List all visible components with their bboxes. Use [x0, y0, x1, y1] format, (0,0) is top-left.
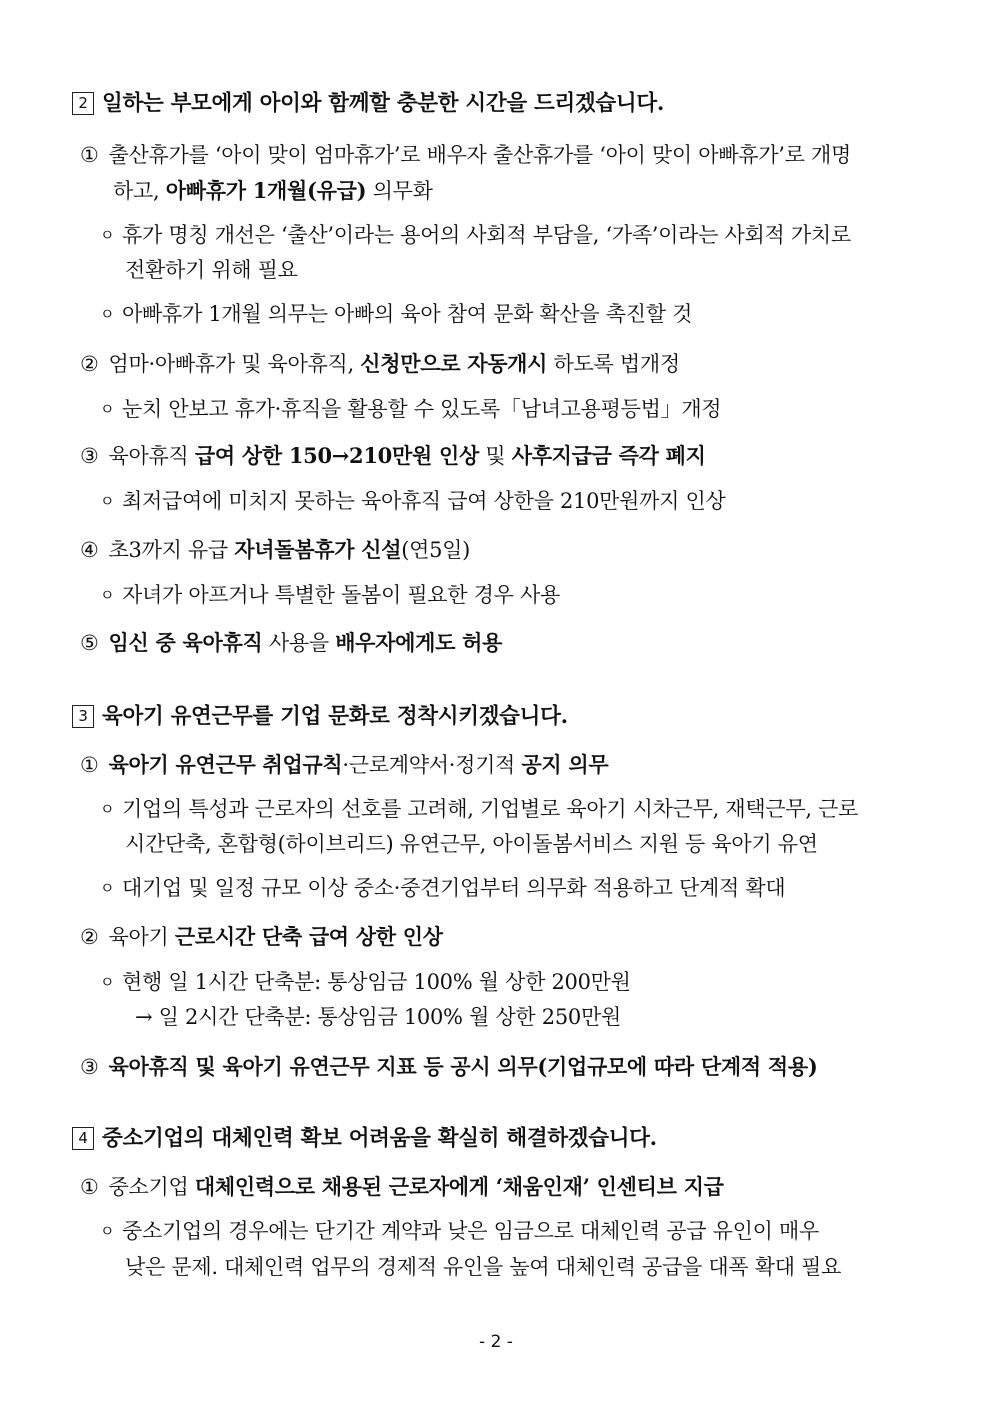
sub-2-2-1: ㅇ 눈치 안보고 휴가·휴직을 활용할 수 있도록「남녀고용평등법」개정: [100, 394, 721, 424]
item-2-4: ④ 초3까지 유급 자녀돌봄휴가 신설(연5일): [80, 537, 471, 562]
bullet-icon: ㅇ: [100, 879, 115, 897]
sub-3-2-1: ㅇ 현행 일 1시간 단축분: 통상임금 100% 월 상한 200만원: [100, 967, 631, 997]
bullet-icon: ㅇ: [100, 226, 115, 244]
bullet-icon: ㅇ: [100, 1222, 115, 1240]
item-2-5: ⑤ 임신 중 육아휴직 사용을 배우자에게도 허용: [80, 630, 503, 655]
section-number-box: 2: [72, 92, 94, 115]
bullet-icon: ㅇ: [100, 973, 115, 991]
bullet-icon: ㅇ: [100, 586, 115, 604]
sub-2-3-1: ㅇ 최저급여에 미치지 못하는 육아휴직 급여 상한을 210만원까지 인상: [100, 486, 725, 516]
item-2-1-cont: 하고, 아빠휴가 1개월(유급) 의무화: [113, 178, 433, 203]
page-number: - 2 -: [479, 1332, 513, 1352]
sub-4-1-1-cont: 낮은 문제. 대체인력 업무의 경제적 유인을 높여 대체인력 공급을 대폭 확대 필요: [125, 1255, 842, 1279]
section-3-heading: 3 육아기 유연근무를 기업 문화로 정착시키겠습니다.: [72, 702, 568, 732]
sub-2-1-1: ㅇ 휴가 명칭 개선은 ‘출산’이라는 용어의 사회적 부담을, ‘가족’이라는 사회적 가치로: [100, 220, 851, 250]
sub-2-1-2: ㅇ 아빠휴가 1개월 의무는 아빠의 육아 참여 문화 확산을 촉진할 것: [100, 299, 692, 329]
item-2-2: ② 엄마·아빠휴가 및 육아휴직, 신청만으로 자동개시 하도록 법개정: [80, 351, 680, 376]
bullet-icon: ㅇ: [100, 400, 115, 418]
bullet-icon: ㅇ: [100, 800, 115, 818]
section-number-box: 3: [72, 705, 94, 728]
sub-3-1-1-cont: 시간단축, 혼합형(하이브리드) 유연근무, 아이돌봄서비스 지원 등 육아기 유연: [125, 832, 818, 856]
sub-3-2-1-arrow-line: → 일 2시간 단축분: 통상임금 100% 월 상한 250만원: [135, 1005, 621, 1029]
section-2-heading: 2 일하는 부모에게 아이와 함께할 충분한 시간을 드리겠습니다.: [72, 89, 664, 119]
item-3-2: ② 육아기 근로시간 단축 급여 상한 인상: [80, 924, 443, 949]
sub-3-1-2: ㅇ 대기업 및 일정 규모 이상 중소·중견기업부터 의무화 적용하고 단계적 확대: [100, 873, 785, 903]
item-2-1: ① 출산휴가를 ‘아이 맞이 엄마휴가’로 배우자 출산휴가를 ‘아이 맞이 아빠휴가’로 개명: [80, 143, 851, 167]
item-4-1: ① 중소기업 대체인력으로 채용된 근로자에게 ‘채움인재’ 인센티브 지급: [80, 1174, 724, 1199]
bullet-icon: ㅇ: [100, 305, 115, 323]
item-2-3: ③ 육아휴직 급여 상한 150→210만원 인상 및 사후지급금 즉각 폐지: [80, 443, 706, 468]
sub-4-1-1: ㅇ 중소기업의 경우에는 단기간 계약과 낮은 임금으로 대체인력 공급 유인이 매우: [100, 1216, 819, 1246]
item-3-1: ① 육아기 유연근무 취업규칙·근로계약서·정기적 공지 의무: [80, 752, 609, 777]
item-3-3: ③ 육아휴직 및 육아기 유연근무 지표 등 공시 의무(기업규모에 따라 단계적 적용): [80, 1054, 818, 1079]
sub-2-4-1: ㅇ 자녀가 아프거나 특별한 돌봄이 필요한 경우 사용: [100, 580, 560, 610]
section-4-heading: 4 중소기업의 대체인력 확보 어려움을 확실히 해결하겠습니다.: [72, 1124, 657, 1154]
sub-3-1-1: ㅇ 기업의 특성과 근로자의 선호를 고려해, 기업별로 육아기 시차근무, 재택근무, 근로: [100, 794, 858, 824]
section-number-box: 4: [72, 1127, 94, 1150]
sub-2-1-1-cont: 전환하기 위해 필요: [125, 258, 298, 282]
bullet-icon: ㅇ: [100, 492, 115, 510]
